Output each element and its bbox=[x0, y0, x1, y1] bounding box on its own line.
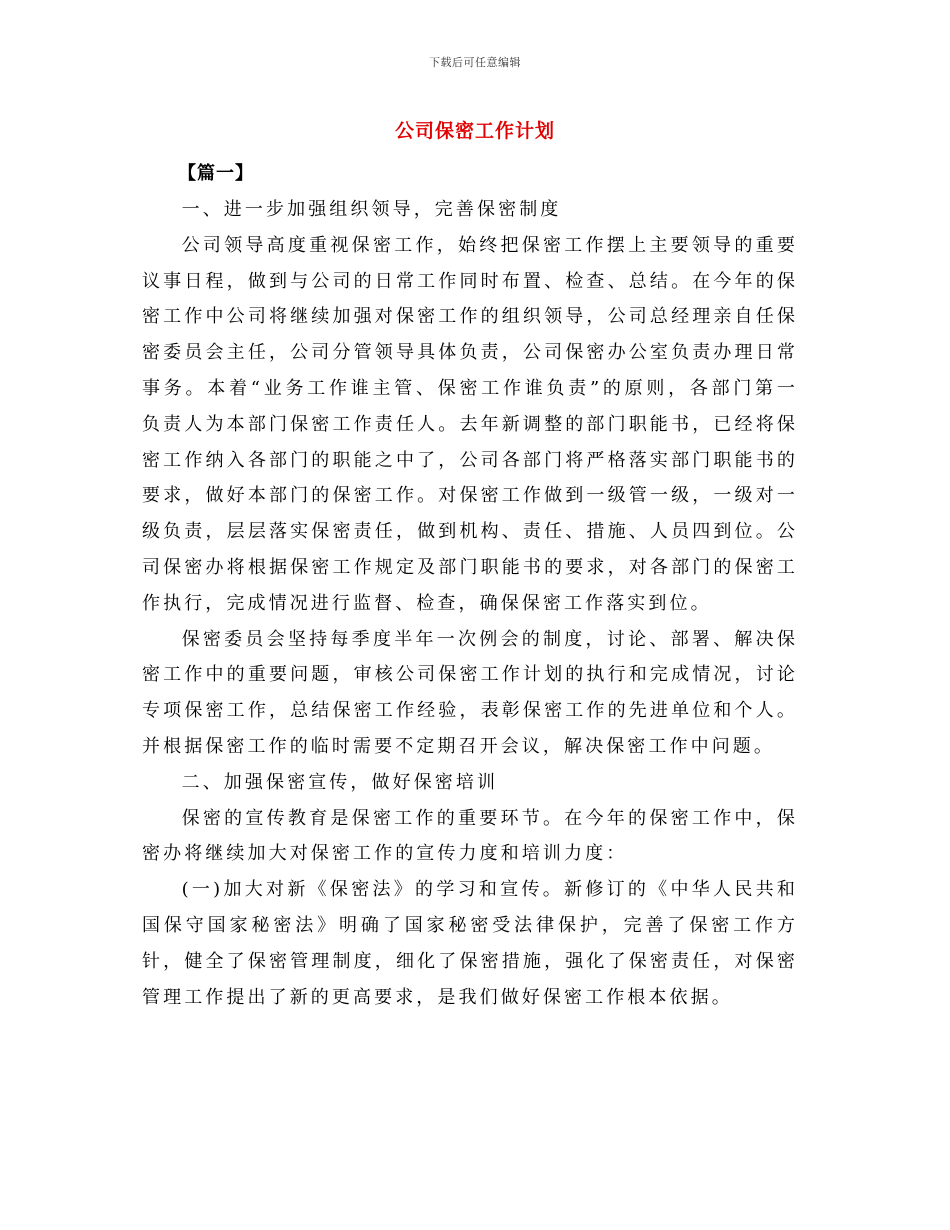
section-heading-2: 二、加强保密宣传，做好保密培训 bbox=[181, 771, 499, 793]
paragraph-2: 保密委员会坚持每季度半年一次例会的制度，讨论、部署、解决保密工作中的重要问题，审核公司保密工作计划的执行和完成情况，讨论专项保密工作，总结保密工作经验，表彰保密工作的先进单位和个人。并根据保密工作的临时需要不定期召开会议，解决保密工作中问题。 bbox=[142, 628, 798, 757]
header-note: 下载后可任意编辑 bbox=[429, 56, 521, 69]
paragraph-1: 公司领导高度重视保密工作，始终把保密工作摆上主要领导的重要议事日程，做到与公司的日常工作同时布置、检查、总结。在今年的保密工作中公司将继续加强对保密工作的组织领导，公司总经理亲自任保密委员会主任，公司分管领导具体负责，公司保密办公室负责办理日常事务。本着“业务工作谁主管、保密工作谁负责”的原则，各部门第一负责人为本部门保密工作责任人。去年新调整的部门职能书，已经将保密工作纳入各部门的职能之中了，公司各部门将严格落实部门职能书的要求，做好本部门的保密工作。对保密工作做到一级管一级，一级对一级负责，层层落实保密责任，做到机构、责任、措施、人员四到位。公司保密办将根据保密工作规定及部门职能书的要求，对各部门的保密工作执行，完成情况进行监督、检查，确保保密工作落实到位。 bbox=[142, 234, 798, 614]
document-title: 公司保密工作计划 bbox=[394, 120, 555, 142]
section-heading-1: 一、进一步加强组织领导，完善保密制度 bbox=[181, 199, 562, 220]
paragraph-3: 保密的宣传教育是保密工作的重要环节。在今年的保密工作中，保密办将继续加大对保密工作的宣传力度和培训力度： bbox=[142, 807, 798, 865]
section-tag: 【篇一】 bbox=[178, 163, 254, 184]
document-body bbox=[142, 156, 798, 1015]
paragraph-4: (一)加大对新《保密法》的学习和宣传。新修订的《中华人民共和国保守国家秘密法》明确了国家秘密受法律保护，完善了保密工作方针，健全了保密管理制度，细化了保密措施，强化了保密责任，对保密管理工作提出了新的更高要求，是我们做好保密工作根本依据。 bbox=[142, 879, 798, 1008]
